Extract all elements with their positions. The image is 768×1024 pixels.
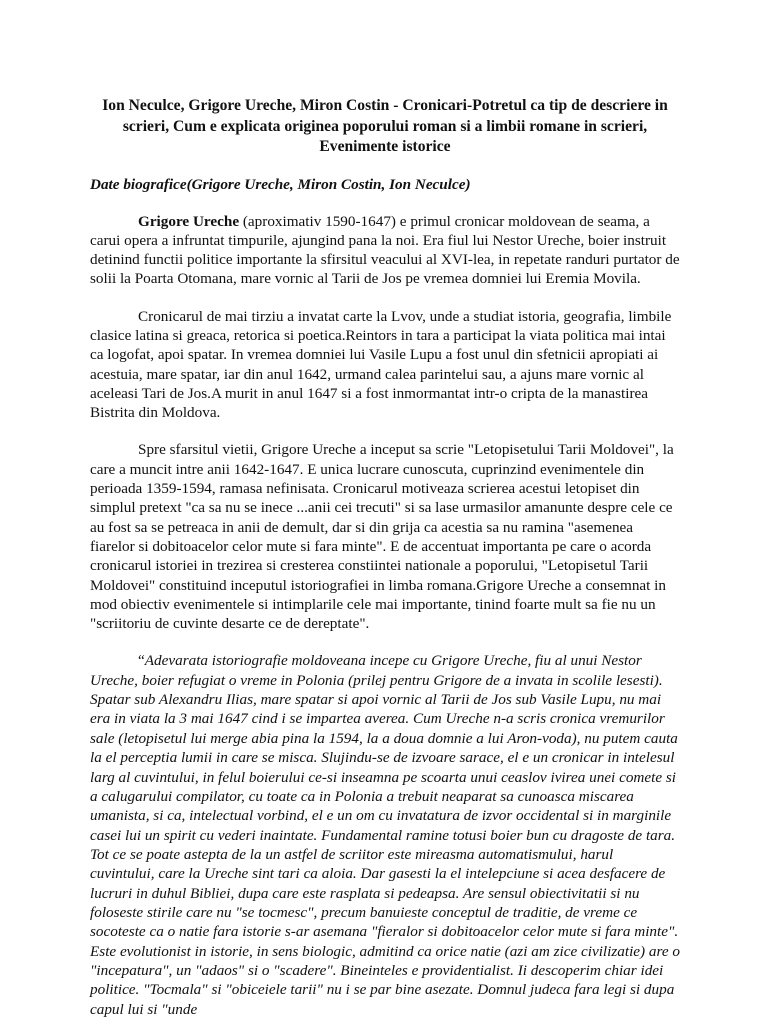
paragraph-1: [90, 212, 680, 289]
quote-open-mark: “: [138, 652, 145, 670]
quote-paragraph: [90, 651, 680, 1019]
paragraph-3: Spre sfarsitul vietii, Grigore Ureche a inceput sa scrie "Letopisetului Tarii Moldovei", la care a muncit intre anii 1642-1647. E unica lucrare cunoscuta, cuprinzind evenimentele din perioada 1359-1594, ramasa nefinisata. Cronicarul motiveaza scrierea acestui letopiset din simplul pretext "ca sa nu se inece ...anii cei trecuti" si sa lase urmasilor amanunte despre cele ce au fost sa se petreaca in anii de demult, dar si din grija ca acestia sa nu ramina "asemenea fiarelor si dobitoacelor celor mute si fara minte". E de accentuat importanta pe care o acorda cronicarul istoriei in trezirea si cresterea constiintei nationale a poporului, "Letopisetul Tarii Moldovei" constituind inceputul istoriografiei in limba romana.Grigore Ureche a consemnat in mod obiectiv evenimentele si intimplarile cele mai importante, tinind foarte mult sa fie nu un "scriitoriu de cuvinte desarte ce de dereptate".: [90, 441, 674, 633]
paragraph-lead-name: Grigore Ureche: [138, 212, 240, 230]
paragraph-2: Cronicarul de mai tirziu a invatat carte la Lvov, unde a studiat istoria, geografia, limbile clasice latina si greaca, retorica si poetica.Reintors in tara a participat la viata politica mai intai ca logofat, apoi spatar. In vremea domniei lui Vasile Lupu a fost unul din sfetnicii apropiati ai acestuia, mare spatar, iar din anul 1642, urmand calea parintelui sau, a ajuns mare vornic al aceleasi Tari de Jos.A murit in anul 1647 si a fost inmormantat intr-o cripta de la manastirea Bistrita din Moldova.: [90, 307, 672, 422]
document-title: Ion Neculce, Grigore Ureche, Miron Costin - Cronicari-Potretul ca tip de descriere in scrieri, Cum e explicata originea poporului roman si a limbii romane in scrieri, Evenimente istorice: [102, 97, 668, 155]
paragraph-1-text: (aproximativ 1590-1647) e primul cronicar moldovean de seama, a carui opera a infruntat timpurile, ajungind pana la noi. Era fiul lui Nestor Ureche, boier instruit detinind functii politice importante la sfirsitul veacului al XVI-lea, in repetate randuri purtator de solii la Poarta Otomana, mare vornic al Tarii de Jos pe vremea domniei lui Eremia Movila.: [90, 212, 680, 288]
quote-text: Adevarata istoriografie moldoveana incepe cu Grigore Ureche, fiu al unui Nestor Ureche, boier refugiat o vreme in Polonia (prilej pentru Grigore de a invata in scolile lesesti). Spatar sub Alexandru Ilias, mare spatar si apoi vornic al Tarii de Jos sub Vasile Lupu, nu mai era in viata la 3 mai 1647 cind i se impartea averea. Cum Ureche n-a scris cronica vremurilor sale (letopisetul lui merge abia pina la 1594, la a doua domnie a lui Aron-voda), nu putem cauta la el perceptia lumii in care se misca. Slujindu-se de izvoare sarace, el e un cronicar in intelesul larg al cuvintului, in felul boierului ce-si inseamna pe scoarta unui ceaslov ivirea unei comete si a calugarului compilator, cu toate ca in Polonia a trebuit neaparat sa cunoasca miscarea umanista, si ca, intelectual vorbind, el e un om cu invatatura de izvor occidental si in marginile casei lui un spirit cu vederi inaintate. Fundamental ramine totusi boier bun cu dragoste de tara. Tot ce se poate astepta de la un astfel de scriitor este mireasma automatismului, harul cuvintului, care la Ureche sint tari ca aloia. Dar gasesti la el intelepciune si acea desfacere de lucruri in duhul Bibliei, dupa care este rasplata si pedeapsa. Are sensul obiectivitatii si nu foloseste stirile care nu "se tocmesc", precum banuieste conceptul de traditie, de vreme ce socoteste ca o natie fara istorie s-ar asemana "fieralor si dobitoacelor celor mute si fara minte". Este evolutionist in istorie, in sens biologic, admitind ca orice natie (azi am zice civilizatie) are o "incepatura", un "adaos" si o "scadere". Bineinteles e providentialist. Ii descoperim chiar idei politice. "Tocmala" si "obiceiele tarii" nu i se par bine asezate. Domnul judeca fara legi si dupa capul lui si "unde: [90, 652, 680, 1018]
document-page: [90, 96, 680, 1019]
section-heading: Date biografice(Grigore Ureche, Miron Costin, Ion Neculce): [90, 175, 471, 193]
